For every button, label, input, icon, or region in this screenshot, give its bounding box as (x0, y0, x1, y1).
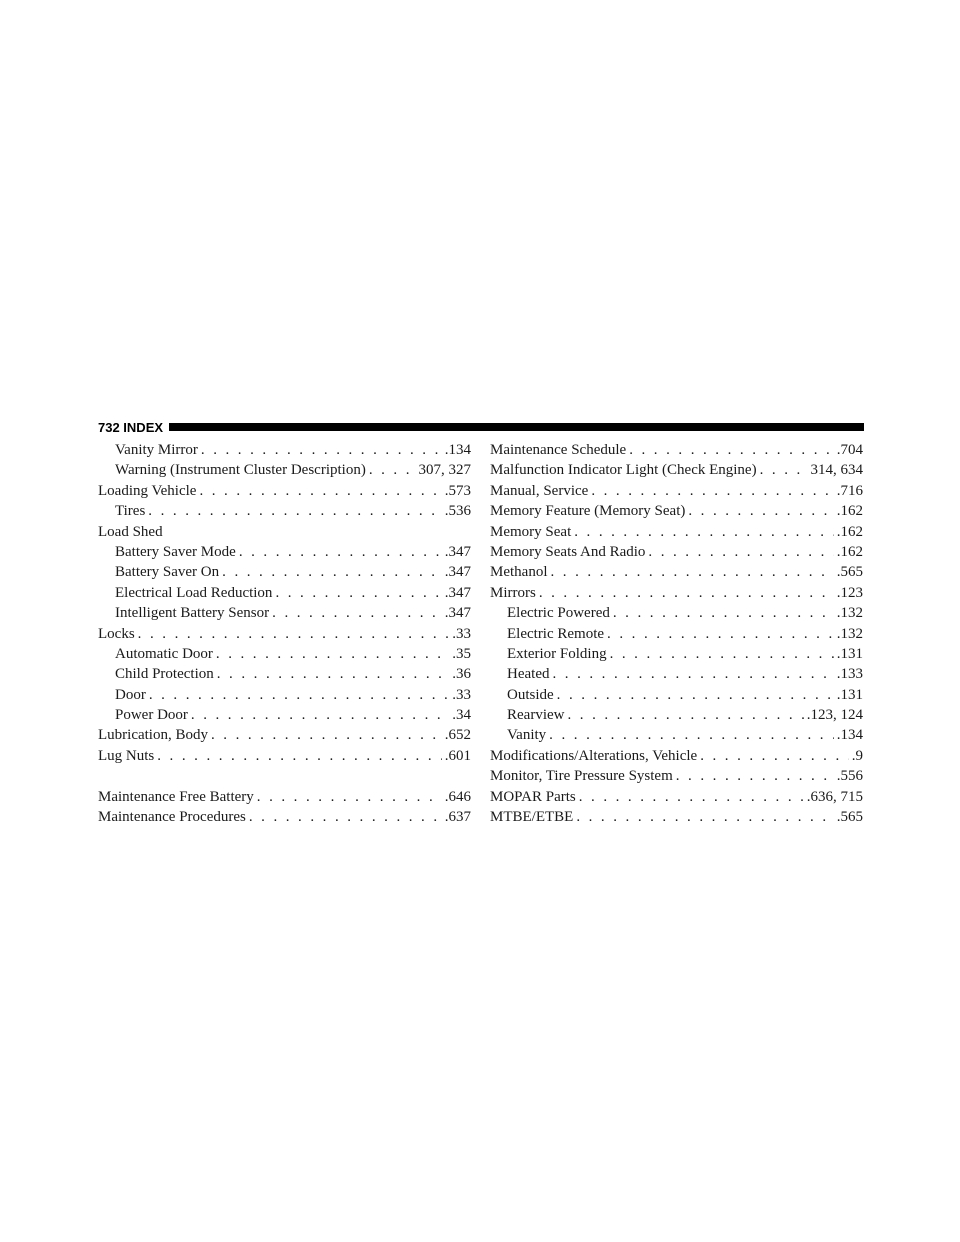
entry-term: Methanol (490, 564, 548, 581)
dot-leader (607, 624, 834, 644)
dot-leader (369, 460, 416, 480)
entry-page-ref: .636, 715 (806, 788, 863, 805)
index-entry (98, 481, 471, 501)
index-column-left (98, 440, 471, 827)
entry-page-ref: .601 (444, 747, 471, 764)
dot-leader (157, 746, 442, 766)
dot-leader (557, 685, 834, 705)
index-subentry (490, 685, 863, 705)
entry-term: Vanity Mirror (115, 442, 198, 458)
entry-term: Outside (507, 686, 554, 703)
index-entry (490, 562, 863, 582)
entry-term: Memory Seats And Radio (490, 543, 646, 560)
entry-term: Memory Feature (Memory Seat) (490, 503, 686, 520)
dot-leader (576, 807, 833, 827)
index-entry (490, 787, 863, 807)
index-heading: Load Shed (98, 523, 163, 540)
index-entry (98, 787, 471, 807)
entry-page-ref: .716 (836, 482, 863, 499)
dot-leader (574, 522, 834, 542)
dot-leader (138, 624, 450, 644)
entry-page-ref: 314, 634 (810, 462, 863, 479)
entry-term: Electric Remote (507, 625, 605, 642)
entry-term: Lug Nuts (98, 747, 155, 764)
dot-leader (191, 705, 449, 725)
entry-page-ref: .33 (452, 625, 471, 642)
entry-page-ref: .134 (444, 442, 471, 458)
index-entry (98, 725, 471, 745)
index-subentry (98, 603, 471, 623)
entry-term: Exterior Folding (507, 645, 607, 662)
dot-leader (610, 644, 834, 664)
index-subentry (98, 644, 471, 664)
dot-leader (591, 481, 833, 501)
entry-term: Vanity (507, 727, 547, 744)
dot-leader (148, 501, 441, 521)
index-column-right (490, 440, 863, 827)
page-number-label: 732 INDEX (98, 419, 164, 435)
entry-term: Warning (Instrument Cluster Description) (115, 462, 366, 479)
entry-page-ref: .131 (836, 645, 863, 662)
dot-leader (551, 562, 834, 582)
entry-term: Power Door (115, 707, 188, 724)
entry-page-ref: .36 (452, 666, 471, 683)
entry-page-ref: .637 (444, 809, 471, 826)
index-entry (490, 460, 863, 480)
index-entry (490, 583, 863, 603)
entry-page-ref: .347 (444, 605, 471, 622)
entry-term: Manual, Service (490, 482, 589, 499)
index-subentry (98, 664, 471, 684)
entry-term: Door (115, 686, 146, 703)
index-subentry (490, 664, 863, 684)
index-entry (490, 522, 863, 542)
entry-page-ref: .162 (836, 503, 863, 520)
dot-leader (249, 807, 442, 827)
dot-leader (216, 644, 449, 664)
index-subentry (98, 562, 471, 582)
dot-leader (222, 562, 442, 582)
index-entry (490, 440, 863, 460)
entry-page-ref: .33 (452, 686, 471, 703)
entry-term: Mirrors (490, 584, 536, 601)
entry-page-ref: .123 (836, 584, 863, 601)
index-entry (98, 807, 471, 827)
entry-page-ref: .536 (444, 503, 471, 520)
index-entry (98, 746, 471, 766)
page-header (98, 416, 864, 438)
index-entry (490, 501, 863, 521)
dot-leader (201, 440, 442, 460)
entry-term: Automatic Door (115, 645, 213, 662)
entry-page-ref: .565 (836, 809, 863, 826)
index-subentry (98, 685, 471, 705)
index-subentry (490, 725, 863, 745)
index-subentry (98, 440, 471, 460)
entry-term: Locks (98, 625, 135, 642)
entry-term: Loading Vehicle (98, 482, 197, 499)
entry-term: MOPAR Parts (490, 788, 576, 805)
index-subentry (490, 705, 863, 725)
entry-term: Intelligent Battery Sensor (115, 605, 270, 622)
index-gap (98, 766, 471, 786)
dot-leader (613, 603, 834, 623)
index-entry (490, 807, 863, 827)
entry-page-ref: .162 (836, 523, 863, 540)
entry-page-ref: .9 (851, 747, 863, 764)
entry-page-ref: .132 (836, 605, 863, 622)
dot-leader (275, 583, 441, 603)
entry-page-ref: .123, 124 (806, 707, 863, 724)
entry-term: Maintenance Procedures (98, 809, 246, 826)
entry-page-ref: .134 (836, 727, 863, 744)
entry-term: Heated (507, 666, 550, 683)
entry-term: Maintenance Schedule (490, 442, 627, 458)
dot-leader (257, 787, 442, 807)
dot-leader (199, 481, 441, 501)
entry-term: Memory Seat (490, 523, 572, 540)
dot-leader (539, 583, 834, 603)
entry-term: Electrical Load Reduction (115, 584, 273, 601)
dot-leader (676, 766, 834, 786)
entry-page-ref: .704 (836, 442, 863, 458)
dot-leader (549, 725, 834, 745)
entry-page-ref: .132 (836, 625, 863, 642)
index-subentry (490, 603, 863, 623)
dot-leader (272, 603, 442, 623)
entry-term: Battery Saver Mode (115, 543, 236, 560)
entry-term: Maintenance Free Battery (98, 788, 254, 805)
index-subentry (98, 583, 471, 603)
entry-term: Monitor, Tire Pressure System (490, 768, 673, 785)
dot-leader (648, 542, 833, 562)
entry-term: Lubrication, Body (98, 727, 208, 744)
entry-term: Tires (115, 503, 146, 520)
entry-term: MTBE/ETBE (490, 809, 574, 826)
index-subentry (98, 460, 471, 480)
dot-leader (688, 501, 833, 521)
entry-page-ref: .565 (836, 564, 863, 581)
index-subentry (98, 501, 471, 521)
entry-term: Malfunction Indicator Light (Check Engine) (490, 462, 757, 479)
entry-page-ref: .162 (836, 543, 863, 560)
entry-term: Rearview (507, 707, 565, 724)
dot-leader (579, 787, 804, 807)
entry-page-ref: .556 (836, 768, 863, 785)
index-subentry (98, 542, 471, 562)
index-subentry (490, 624, 863, 644)
index-subentry (98, 705, 471, 725)
index-entry (98, 624, 471, 644)
entry-page-ref: .133 (836, 666, 863, 683)
entry-term: Child Protection (115, 666, 214, 683)
index-entry (490, 766, 863, 786)
entry-page-ref: .347 (444, 564, 471, 581)
dot-leader (239, 542, 442, 562)
dot-leader (760, 460, 808, 480)
dot-leader (552, 664, 833, 684)
entry-page-ref: .34 (452, 707, 471, 724)
entry-page-ref: .35 (452, 645, 471, 662)
entry-page-ref: 307, 327 (418, 462, 471, 479)
dot-leader (567, 705, 803, 725)
entry-page-ref: .347 (444, 543, 471, 560)
entry-page-ref: .652 (444, 727, 471, 744)
entry-term: Electric Powered (507, 605, 610, 622)
dot-leader (211, 725, 442, 745)
entry-page-ref: .347 (444, 584, 471, 601)
entry-term: Modifications/Alterations, Vehicle (490, 747, 698, 764)
entry-page-ref: .646 (444, 788, 471, 805)
index-entry (490, 481, 863, 501)
index-entry (490, 542, 863, 562)
entry-page-ref: .573 (444, 482, 471, 499)
index-entry (490, 746, 863, 766)
dot-leader (700, 746, 849, 766)
entry-page-ref: .131 (836, 686, 863, 703)
entry-term: Battery Saver On (115, 564, 220, 581)
dot-leader (217, 664, 450, 684)
dot-leader (629, 440, 834, 460)
index-subentry (490, 644, 863, 664)
header-rule (169, 423, 864, 431)
dot-leader (149, 685, 449, 705)
